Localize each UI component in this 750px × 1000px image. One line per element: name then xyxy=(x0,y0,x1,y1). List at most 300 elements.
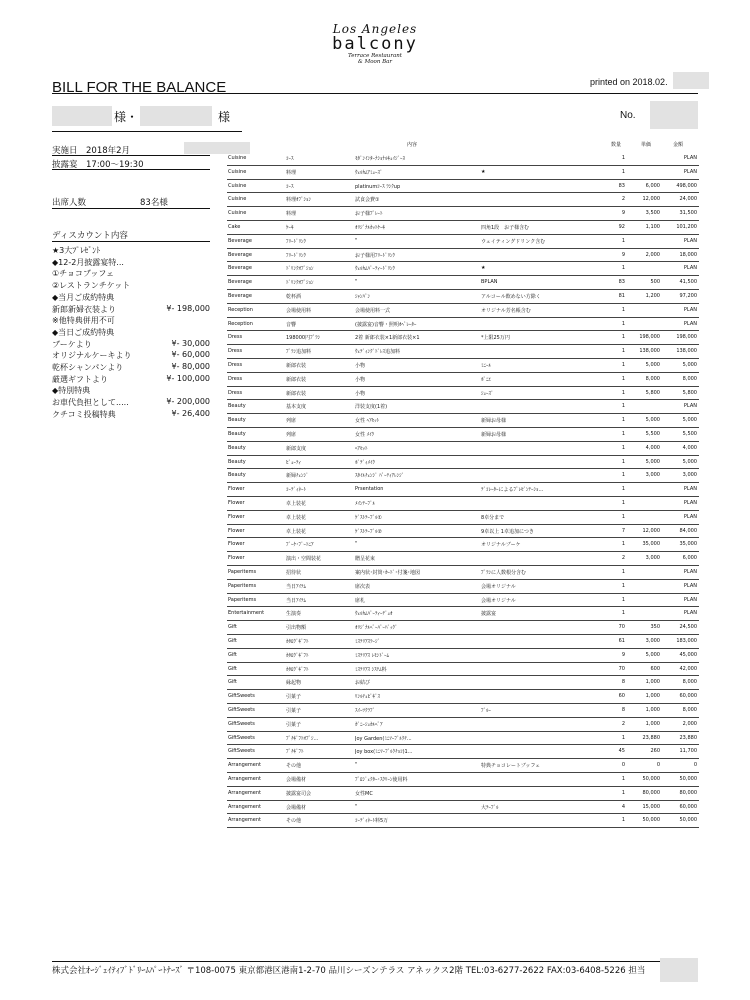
cell-amount: 2,000 xyxy=(682,720,697,727)
discount-value: ¥- 200,000 xyxy=(166,397,210,407)
cell-quantity: 7 xyxy=(621,527,625,534)
cell-quantity: 61 xyxy=(618,638,625,644)
cell-note: ﾎﾟﾆｴ xyxy=(481,376,492,383)
cell-quantity: 45 xyxy=(618,748,625,755)
table-row xyxy=(227,717,699,732)
cell-unit-price: 5,000 xyxy=(645,458,660,465)
cell-quantity: 8 xyxy=(621,679,625,686)
cell-category: GiftSweets xyxy=(228,707,255,713)
logo-tagline-1: Terrace Restaurant xyxy=(347,53,403,59)
discount-label: ②レストランチケット xyxy=(52,281,131,291)
cell-amount: 6,000 xyxy=(682,555,697,562)
table-row xyxy=(227,248,699,263)
logo-script: Los Angeles xyxy=(332,22,418,36)
cell-description: ｺｰﾃﾞｨﾈｰﾄ料5万 xyxy=(355,818,389,825)
discount-label: クチコミ投稿特典 xyxy=(52,409,116,419)
cell-description: " xyxy=(355,279,358,286)
cell-item: 引出物額 xyxy=(286,625,307,632)
cell-quantity: 1 xyxy=(621,389,625,396)
venue-logo xyxy=(300,22,450,65)
cell-category: Beverage xyxy=(228,251,252,258)
discount-value: ¥- 80,000 xyxy=(171,362,210,371)
cell-unit-price: 5,500 xyxy=(645,431,660,437)
cell-note: ★ xyxy=(481,168,486,175)
cell-note: 披露宴 xyxy=(481,611,497,618)
cell-note: ﾌﾟﾗﾝに人数根分含む xyxy=(481,570,527,576)
discount-label: ブーケより xyxy=(52,339,92,349)
cell-category: GiftSweets xyxy=(228,734,255,741)
discount-row xyxy=(52,350,212,362)
cell-category: Paperitems xyxy=(228,582,257,589)
cell-quantity: 9 xyxy=(621,210,625,217)
cell-amount: PLAN xyxy=(683,610,697,617)
table-row xyxy=(227,399,699,414)
cell-amount: 101,200 xyxy=(676,224,697,230)
cell-quantity: 4 xyxy=(621,803,625,810)
cell-category: Arrangement xyxy=(228,789,262,796)
table-row xyxy=(227,482,699,497)
cell-category: Beauty xyxy=(228,472,246,479)
cell-description: ｹﾞｽﾄﾃｰﾌﾞﾙ① xyxy=(355,514,382,521)
cell-amount: PLAN xyxy=(683,500,697,506)
bill-number-label: No. xyxy=(620,110,636,121)
cell-quantity: 0 xyxy=(621,762,625,769)
cell-description: 小物 xyxy=(355,390,366,397)
cell-item: 当日ｱｲﾃﾑ xyxy=(286,597,307,604)
table-row xyxy=(227,275,699,290)
cell-category: Arrangement xyxy=(228,817,262,824)
cell-item: ﾌﾞｰｹ･ﾌﾞｰﾄﾆｱ xyxy=(286,542,314,549)
cell-note: BPLAN xyxy=(481,279,498,286)
cell-quantity: 1 xyxy=(621,403,625,410)
cell-amount: 31,500 xyxy=(679,210,697,217)
cell-item: ﾄﾞﾘﾝｸｵﾌﾟｼｮﾝ xyxy=(286,280,314,287)
cell-note: ﾌﾞﾙｰ xyxy=(481,708,492,714)
cell-quantity: 1 xyxy=(621,458,625,465)
cell-amount: PLAN xyxy=(683,265,697,272)
cell-description: ﾐｽﾃﾘｱｽ ﾚﾓﾝﾄﾞｰﾑ xyxy=(355,652,390,659)
event-date: 実施日 2018年2月 xyxy=(52,146,131,156)
table-row xyxy=(227,772,699,787)
table-row xyxy=(227,758,699,773)
table-row xyxy=(227,165,699,180)
table-row xyxy=(227,427,699,442)
table-row xyxy=(227,192,699,207)
cell-quantity: 1 xyxy=(621,513,625,520)
table-row xyxy=(227,537,699,552)
discount-value: ¥- 26,400 xyxy=(171,408,210,418)
cell-unit-price: 2,000 xyxy=(645,251,660,258)
cell-category: Cuisine xyxy=(228,196,247,203)
discount-row xyxy=(52,374,212,386)
cell-quantity: 9 xyxy=(621,251,625,258)
discount-row xyxy=(52,362,212,374)
cell-note: ★ xyxy=(481,265,486,272)
cell-item: ﾄﾞﾘﾝｸｵﾌﾟｼｮﾝ xyxy=(286,266,314,273)
cell-description: (披露宴)音響・照明ｵﾍﾟﾚｰﾀｰ xyxy=(355,321,417,328)
guest-suffix-1: 様・ xyxy=(114,110,139,124)
table-row xyxy=(227,731,699,746)
printed-date: printed on 2018.02. xyxy=(590,77,668,87)
cell-item: ｺｰﾃﾞｨﾈｰﾄ xyxy=(286,487,307,494)
cell-description: 席札 xyxy=(355,597,366,604)
cell-category: Gift xyxy=(228,665,237,672)
cell-item: ｺｰｽ xyxy=(286,156,294,162)
cell-description: Joy box(ﾐﾆﾏｰﾌﾞﾙｸﾁｮｺ)1... xyxy=(355,749,413,756)
cell-item: 新郎支度 xyxy=(286,445,307,452)
cell-amount: 24,000 xyxy=(679,196,697,203)
cell-description: ﾌﾟﾛｼﾞｪｸﾀｰ･ｽｸﾘｰﾝ使用料 xyxy=(355,777,408,783)
header-desc: 内容 xyxy=(407,142,418,148)
table-row xyxy=(227,261,699,276)
cell-unit-price: 4,000 xyxy=(645,444,660,451)
cell-amount: 80,000 xyxy=(679,789,697,796)
cell-quantity: 81 xyxy=(618,293,625,299)
cell-note: ウェイティングドリンク含む xyxy=(481,238,546,245)
table-row xyxy=(227,413,699,428)
cell-quantity: 2 xyxy=(621,555,625,562)
cell-item: 当日ｱｲﾃﾑ xyxy=(286,583,307,590)
cell-quantity: 1 xyxy=(621,500,625,506)
cell-amount: 5,800 xyxy=(682,389,697,396)
cell-amount: 5,000 xyxy=(682,417,697,424)
discount-label: 新郎新婦衣装より xyxy=(52,304,116,314)
cell-description: ｳｪﾙｶﾑﾊﾟｰﾃｨｰﾄﾞﾘﾝｸ xyxy=(355,266,396,273)
cell-amount: PLAN xyxy=(683,582,697,589)
bill-title: BILL FOR THE BALANCE xyxy=(52,79,227,96)
cell-amount: 50,000 xyxy=(679,817,697,824)
cell-description: ﾎﾞﾃﾞｨﾒｲｸ xyxy=(355,459,376,466)
cell-quantity: 2 xyxy=(621,720,625,727)
cell-amount: PLAN xyxy=(683,596,697,603)
cell-category: Cake xyxy=(228,224,241,230)
cell-description: Prsentation xyxy=(355,486,384,493)
cell-note: 特典チョコレートブッフェ xyxy=(481,763,541,770)
discount-value: ¥- 60,000 xyxy=(171,350,210,360)
cell-unit-price: 23,880 xyxy=(642,734,660,741)
cell-description: ﾍｱｾｯﾄ xyxy=(355,445,368,452)
cell-quantity: 60 xyxy=(618,693,625,700)
cell-description: 小物 xyxy=(355,376,366,383)
cell-description: ｽﾀｲﾙﾁｪﾝｼﾞ ﾊﾟｰﾃｨｱﾚﾝｼﾞ xyxy=(355,473,405,480)
cell-unit-price: 12,000 xyxy=(642,196,660,203)
cell-item: 新婦ﾁｪﾝｼﾞ xyxy=(286,473,309,480)
redaction-guest-2 xyxy=(140,106,212,126)
cell-item: ﾌﾟﾗﾝ追加料 xyxy=(286,349,312,356)
cell-description: ｵﾘｼﾞﾅﾙｶｯﾄｹｰｷ xyxy=(355,225,386,231)
cell-amount: 60,000 xyxy=(679,803,697,810)
cell-unit-price: 600 xyxy=(650,665,660,672)
table-row xyxy=(227,634,699,649)
cell-item: 会場備材 xyxy=(286,777,307,783)
cell-category: Beverage xyxy=(228,279,252,286)
discount-label: ★3大ﾌﾟﾚｾﾞﾝﾄ xyxy=(52,246,101,255)
cell-description: 女性 ﾒｲｸ xyxy=(355,432,375,438)
cell-unit-price: 1,200 xyxy=(645,293,660,299)
cell-amount: 84,000 xyxy=(679,527,697,534)
cell-item: 生演奏 xyxy=(286,611,302,618)
cell-unit-price: 3,000 xyxy=(645,555,660,562)
cell-category: Beverage xyxy=(228,237,252,244)
cell-category: Flower xyxy=(228,541,245,548)
discount-row xyxy=(52,397,212,409)
redaction-staff xyxy=(660,958,698,982)
cell-description: 女性MC xyxy=(355,790,373,797)
cell-category: Beauty xyxy=(228,417,246,424)
table-row xyxy=(227,303,699,318)
cell-quantity: 1 xyxy=(621,776,625,782)
cell-quantity: 1 xyxy=(621,348,625,355)
cell-quantity: 1 xyxy=(621,375,625,382)
cell-category: Flower xyxy=(228,527,245,534)
cell-amount: 5,000 xyxy=(682,362,697,368)
cell-amount: 23,880 xyxy=(679,734,697,741)
cell-unit-price: 5,800 xyxy=(645,389,660,396)
cell-amount: 3,000 xyxy=(682,472,697,479)
header-amount: 金額 xyxy=(673,142,684,148)
table-row xyxy=(227,551,699,566)
cell-item: ｶﾀﾛｸﾞｷﾞﾌﾄ xyxy=(286,652,309,659)
logo-main: balcony xyxy=(332,34,418,54)
cell-item: 会場備材 xyxy=(286,804,307,811)
cell-quantity: 9 xyxy=(621,651,625,658)
cell-item: 招待状 xyxy=(286,570,302,576)
cell-amount: PLAN xyxy=(683,168,697,175)
cell-item: 料理 xyxy=(286,169,297,176)
cell-category: Beauty xyxy=(228,431,246,437)
cell-amount: 4,000 xyxy=(682,444,697,451)
cell-amount: PLAN xyxy=(683,513,697,520)
cell-item: 音響 xyxy=(286,321,297,328)
cell-category: Dress xyxy=(228,334,243,341)
cell-amount: 5,000 xyxy=(682,458,697,465)
cell-item: その他 xyxy=(286,763,302,770)
cell-category: Paperitems xyxy=(228,569,257,575)
cell-quantity: 1 xyxy=(621,569,625,575)
cell-description: 2着 新郎衣装×1新郎衣装×1 xyxy=(355,335,420,342)
cell-item: ｺｰｽ xyxy=(286,183,294,190)
table-row xyxy=(227,372,699,387)
cell-unit-price: 1,000 xyxy=(645,720,660,727)
cell-quantity: 1 xyxy=(621,417,625,424)
cell-note: オリジナル芳名帳含む xyxy=(481,307,531,314)
table-header xyxy=(227,139,699,151)
discount-label: ①チョコブッフェ xyxy=(52,269,114,279)
cell-unit-price: 350 xyxy=(650,624,660,631)
table-row xyxy=(227,524,699,539)
cell-category: GiftSweets xyxy=(228,720,255,727)
discount-label: お車代負担として..... xyxy=(52,398,129,408)
table-row xyxy=(227,151,699,166)
cell-note: 新婦お母様 xyxy=(481,418,507,425)
cell-quantity: 1 xyxy=(621,334,625,341)
cell-description: ﾒｲﾝﾃｰﾌﾞﾙ xyxy=(355,501,376,507)
discount-label: オリジナルケーキより xyxy=(52,351,132,361)
cell-description: ｳｪﾙｶﾑﾊﾟｰﾃｨｰﾃﾞｭｵ xyxy=(355,611,393,618)
cell-item: 引菓子 xyxy=(286,721,302,728)
table-row xyxy=(227,813,699,828)
cell-amount: 5,500 xyxy=(682,431,697,437)
cell-quantity: 1 xyxy=(621,431,625,437)
redaction-guest-1 xyxy=(52,106,112,126)
cell-unit-price: 1,000 xyxy=(645,679,660,686)
cell-quantity: 70 xyxy=(618,624,625,631)
cell-amount: PLAN xyxy=(683,486,697,493)
cell-amount: 60,000 xyxy=(679,693,697,700)
cell-note: アルコール飲めない方除く xyxy=(481,294,541,300)
cell-note: 会場オリジナル xyxy=(481,583,516,590)
cell-quantity: 92 xyxy=(618,224,625,230)
cell-description: " xyxy=(355,762,358,769)
discount-label: 厳選ギフトより xyxy=(52,374,108,384)
discount-row xyxy=(52,304,212,316)
cell-amount: 183,000 xyxy=(676,638,697,644)
cell-amount: PLAN xyxy=(683,320,697,327)
cell-description: ｵﾘｼﾞﾅﾙﾍﾟｰﾊﾟｰﾊﾞｯｸﾞ xyxy=(355,625,398,632)
cell-unit-price: 3,000 xyxy=(645,638,660,644)
discount-value: ¥- 198,000 xyxy=(166,303,210,313)
table-row xyxy=(227,620,699,635)
cell-description: 試食会費① xyxy=(355,197,380,204)
cell-description: ﾘﾝﾙﾁｪﾋﾞｷﾞｽ xyxy=(355,694,381,701)
cell-quantity: 1 xyxy=(621,734,625,741)
cell-amount: 42,000 xyxy=(679,665,697,672)
table-row xyxy=(227,675,699,690)
reception-time: 披露宴 17:00～19:30 xyxy=(52,160,144,170)
table-row xyxy=(227,800,699,815)
discount-value: ¥- 100,000 xyxy=(166,373,210,383)
cell-quantity: 1 xyxy=(621,486,625,493)
cell-description: ｳｪﾃﾞｨﾝｸﾞﾄﾞﾚｽ追加料 xyxy=(355,349,401,356)
cell-amount: PLAN xyxy=(683,306,697,313)
table-row xyxy=(227,179,699,194)
cell-description: ｹﾞｽﾄﾃｰﾌﾞﾙ② xyxy=(355,528,382,535)
guest-suffix-2: 様 xyxy=(218,110,231,124)
cell-unit-price: 0 xyxy=(656,762,660,769)
cell-category: Flower xyxy=(228,486,245,493)
cell-quantity: 1 xyxy=(621,306,625,313)
cell-item: 新郎衣装 xyxy=(286,390,307,397)
table-row xyxy=(227,330,699,345)
logo-tagline-2: & Moon Bar xyxy=(357,59,393,65)
cell-quantity: 1 xyxy=(621,155,625,161)
table-row xyxy=(227,386,699,401)
cell-item: ﾋﾞｭｰﾃｨ xyxy=(286,459,302,466)
cell-item: 会場使用料 xyxy=(286,307,312,314)
cell-category: Dress xyxy=(228,389,243,396)
discount-row xyxy=(52,327,212,339)
cell-quantity: 1 xyxy=(621,541,625,548)
cell-item: 卓上装花 xyxy=(286,501,307,507)
table-row xyxy=(227,703,699,718)
cell-amount: PLAN xyxy=(683,237,697,244)
footer-text: 株式会社ｵｰｼﾞｪｲﾃｨﾌﾞﾄﾞﾘｰﾑﾊﾟｰﾄﾅｰｽﾞ 〒108-0075 東京都港区港南1-2-70 品川シーズンテラス アネックス2階 TEL:03-6277-2622 FAX:03-6408-5226 担当 xyxy=(52,966,646,976)
cell-category: Gift xyxy=(228,624,237,631)
cell-amount: PLAN xyxy=(683,569,697,575)
cell-quantity: 1 xyxy=(621,320,625,327)
cell-unit-price: 12,000 xyxy=(642,527,660,534)
cell-category: Arrangement xyxy=(228,803,262,810)
cell-category: Beauty xyxy=(228,403,246,410)
cell-amount: 198,000 xyxy=(676,334,697,341)
cell-description: 席次表 xyxy=(355,583,371,590)
cell-quantity: 1 xyxy=(621,472,625,479)
cell-quantity: 2 xyxy=(621,196,625,203)
cell-amount: 138,000 xyxy=(676,348,697,355)
cell-category: Cuisine xyxy=(228,168,247,175)
cell-description: platinumｺｰｽ ﾗﾝｸup xyxy=(355,183,401,190)
table-row xyxy=(227,606,699,621)
cell-item: 198000円ﾌﾟﾗﾝ xyxy=(286,335,321,342)
cell-item: 演出・空間装花 xyxy=(286,556,322,563)
cell-category: Gift xyxy=(228,651,237,658)
cell-amount: 8,000 xyxy=(682,679,697,686)
cell-note: 四角1段 お子様含む xyxy=(481,225,530,231)
cell-description: 案内状･封筒･ｶｰﾄﾞ･付箋･地図 xyxy=(355,570,421,576)
cell-item: ｶﾀﾛｸﾞｷﾞﾌﾄ xyxy=(286,639,309,645)
table-row xyxy=(227,344,699,359)
cell-category: Paperitems xyxy=(228,596,257,603)
cell-unit-price: 5,000 xyxy=(645,651,660,658)
cell-item: 料理ｵﾌﾟｼｮﾝ xyxy=(286,197,312,204)
cell-category: Cuisine xyxy=(228,182,247,189)
cell-item: 縁起物 xyxy=(286,680,302,687)
cell-quantity: 1 xyxy=(621,789,625,796)
discount-row xyxy=(52,268,212,280)
cell-unit-price: 8,000 xyxy=(645,375,660,382)
cell-category: GiftSweets xyxy=(228,693,255,700)
cell-description: Joy Garden(ﾐﾆﾏｰﾌﾞﾙｸﾁ... xyxy=(355,735,412,742)
table-row xyxy=(227,496,699,511)
cell-amount: 8,000 xyxy=(682,375,697,382)
redaction-print-date xyxy=(673,72,709,89)
cell-category: Beverage xyxy=(228,265,252,272)
discount-row xyxy=(52,245,212,257)
table-row xyxy=(227,234,699,249)
table-row xyxy=(227,579,699,594)
cell-unit-price: 1,100 xyxy=(645,224,660,230)
footer-rule xyxy=(52,961,698,962)
table-row xyxy=(227,510,699,525)
cell-unit-price: 15,000 xyxy=(642,803,660,810)
table-row xyxy=(227,358,699,373)
discount-row xyxy=(52,385,212,397)
cell-category: Cuisine xyxy=(228,155,247,161)
cell-unit-price: 50,000 xyxy=(642,776,660,782)
cell-note: 9卓以上 1卓追加につき xyxy=(481,528,534,535)
cell-item: ｹｰｷ xyxy=(286,225,294,231)
cell-description: " xyxy=(355,803,358,810)
table-row xyxy=(227,662,699,677)
table-row xyxy=(227,593,699,608)
cell-description: ｳｪﾙｶﾑｱﾐｭｰｽﾞ xyxy=(355,169,383,176)
cell-description: ｽｲｰﾂｸﾗﾌﾞ xyxy=(355,708,376,714)
cell-note: *上限25万円 xyxy=(481,335,510,342)
cell-note: ﾐﾆｰﾙ xyxy=(481,363,492,369)
cell-amount: 50,000 xyxy=(679,776,697,782)
cell-quantity: 1 xyxy=(621,237,625,244)
cell-item: ﾌﾘｰﾄﾞﾘﾝｸ xyxy=(286,238,307,245)
cell-amount: 8,000 xyxy=(682,707,697,713)
cell-category: Gift xyxy=(228,638,237,644)
cell-amount: PLAN xyxy=(683,155,697,161)
cell-amount: 24,500 xyxy=(679,624,697,631)
cell-item: 料理 xyxy=(286,211,297,218)
cell-note: 会場オリジナル xyxy=(481,597,516,604)
table-row xyxy=(227,565,699,580)
table-row xyxy=(227,689,699,704)
cell-category: Dress xyxy=(228,375,243,382)
